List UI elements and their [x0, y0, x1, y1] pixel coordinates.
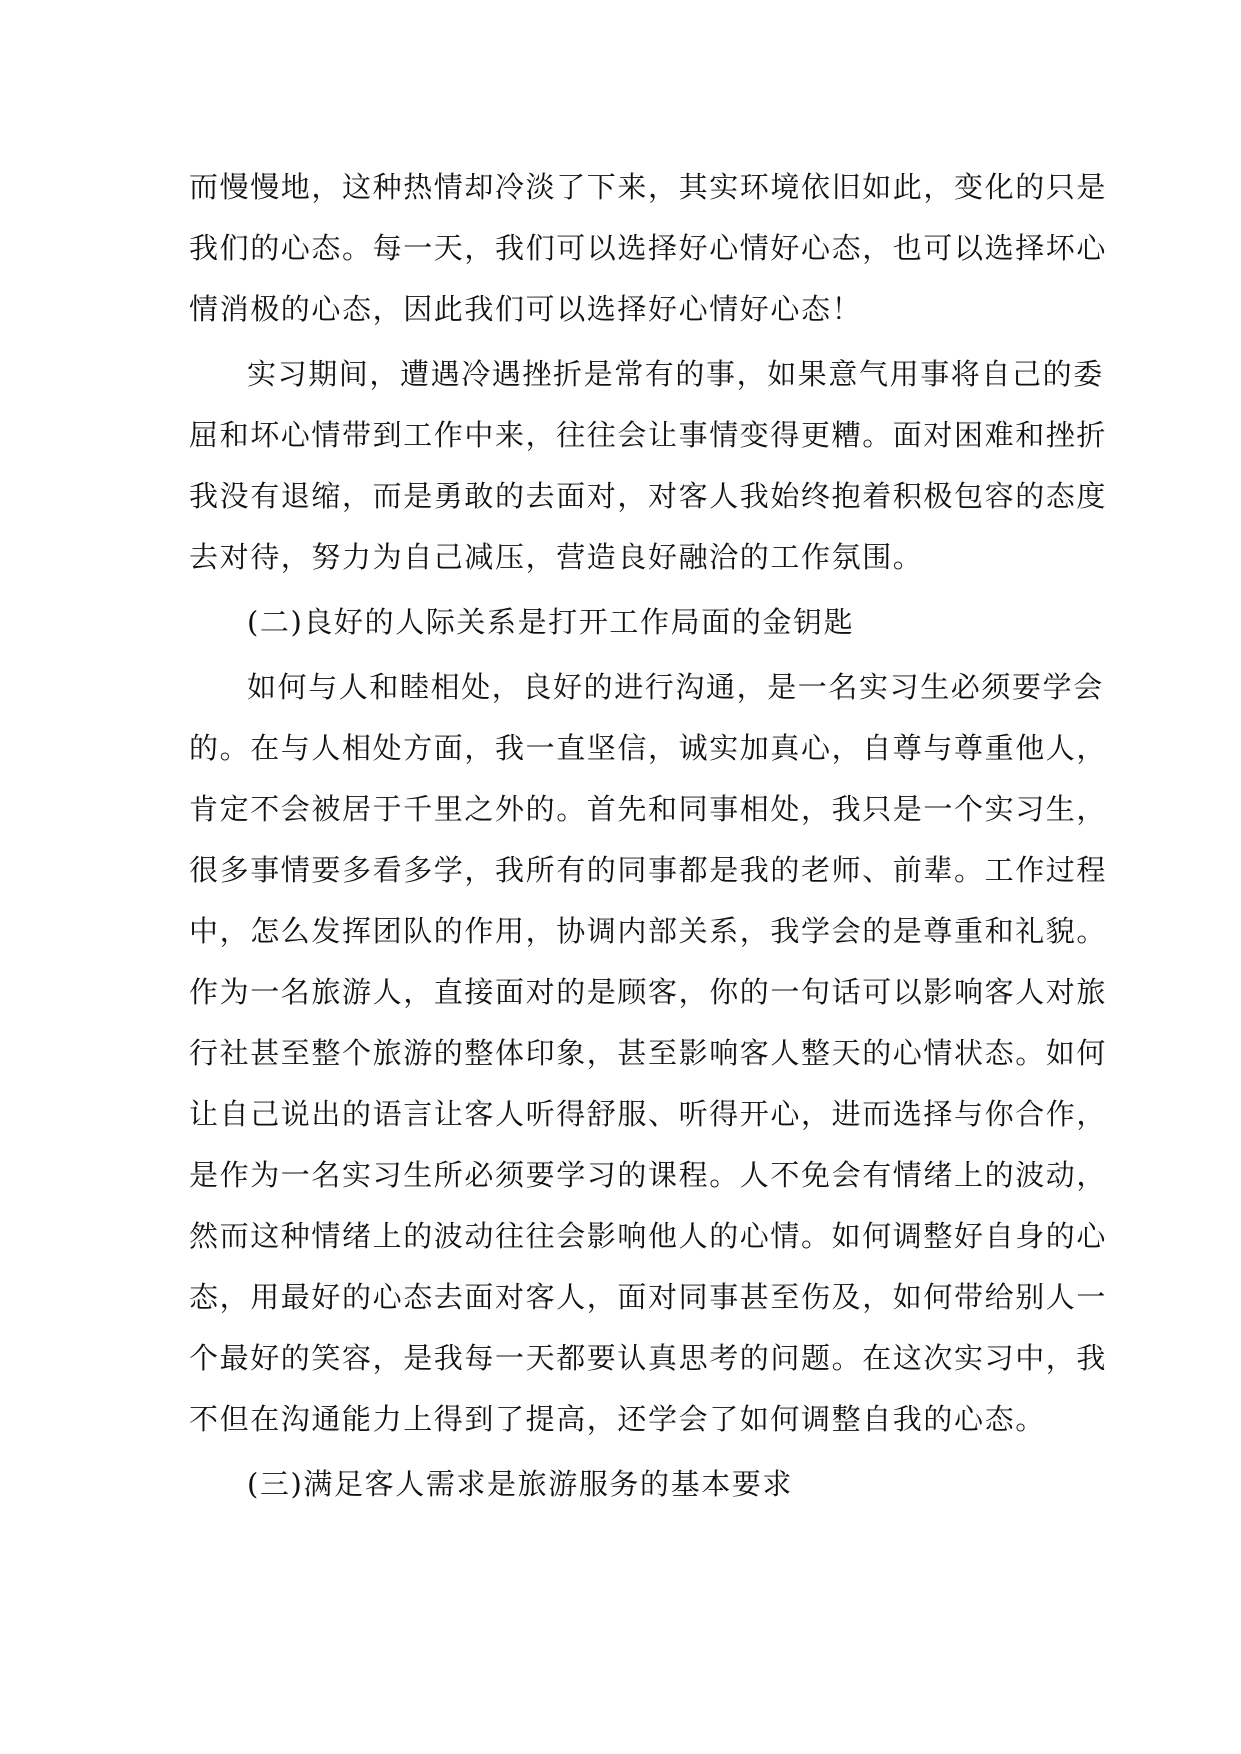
heading-line: (二)良好的人际关系是打开工作局面的金钥匙	[247, 605, 855, 639]
text-line: 让自己说出的语言让客人听得舒服、听得开心，进而选择与你合作，	[189, 1097, 1108, 1131]
paragraph	[189, 344, 1108, 588]
section-heading	[189, 592, 1059, 653]
text-line: 个最好的笑容，是我每一天都要认真思考的问题。在这次实习中，我	[189, 1341, 1108, 1375]
text-line: 然而这种情绪上的波动往往会影响他人的心情。如何调整好自身的心	[189, 1219, 1108, 1253]
text-line: 很多事情要多看多学，我所有的同事都是我的老师、前辈。工作过程	[189, 853, 1108, 887]
text-line: 的。在与人相处方面，我一直坚信，诚实加真心，自尊与尊重他人，	[189, 731, 1108, 765]
text-line: 屈和坏心情带到工作中来，往往会让事情变得更糟。面对困难和挫折	[189, 418, 1108, 452]
text-line: 态，用最好的心态去面对客人，面对同事甚至伤及，如何带给别人一	[189, 1280, 1108, 1314]
text-line: 作为一名旅游人，直接面对的是顾客，你的一句话可以影响客人对旅	[189, 975, 1108, 1009]
text-line: 中，怎么发挥团队的作用，协调内部关系，我学会的是尊重和礼貌。	[189, 914, 1108, 948]
text-line: 情消极的心态，因此我们可以选择好心情好心态！	[189, 292, 863, 326]
text-line: 肯定不会被居于千里之外的。首先和同事相处，我只是一个实习生，	[189, 792, 1108, 826]
text-line: 我们的心态。每一天，我们可以选择好心情好心态，也可以选择坏心	[189, 231, 1108, 265]
text-line: 我没有退缩，而是勇敢的去面对，对客人我始终抱着积极包容的态度	[189, 479, 1108, 513]
text-line: 是作为一名实习生所必须要学习的课程。人不免会有情绪上的波动，	[189, 1158, 1108, 1192]
heading-line: (三)满足客人需求是旅游服务的基本要求	[247, 1467, 794, 1501]
paragraph	[189, 157, 1108, 340]
text-line: 实习期间，遭遇冷遇挫折是常有的事，如果意气用事将自己的委	[247, 357, 1104, 391]
text-line: 不但在沟通能力上得到了提高，还学会了如何调整自我的心态。	[189, 1402, 1046, 1436]
text-line: 而慢慢地，这种热情却冷淡了下来，其实环境依旧如此，变化的只是	[189, 170, 1108, 204]
text-line: 去对待，努力为自己减压，营造良好融洽的工作氛围。	[189, 540, 924, 574]
document-body	[189, 157, 1108, 1515]
text-line: 行社甚至整个旅游的整体印象，甚至影响客人整天的心情状态。如何	[189, 1036, 1108, 1070]
section-heading	[189, 1454, 1059, 1515]
paragraph	[189, 657, 1108, 1450]
text-line: 如何与人和睦相处，良好的进行沟通，是一名实习生必须要学会	[247, 670, 1104, 704]
